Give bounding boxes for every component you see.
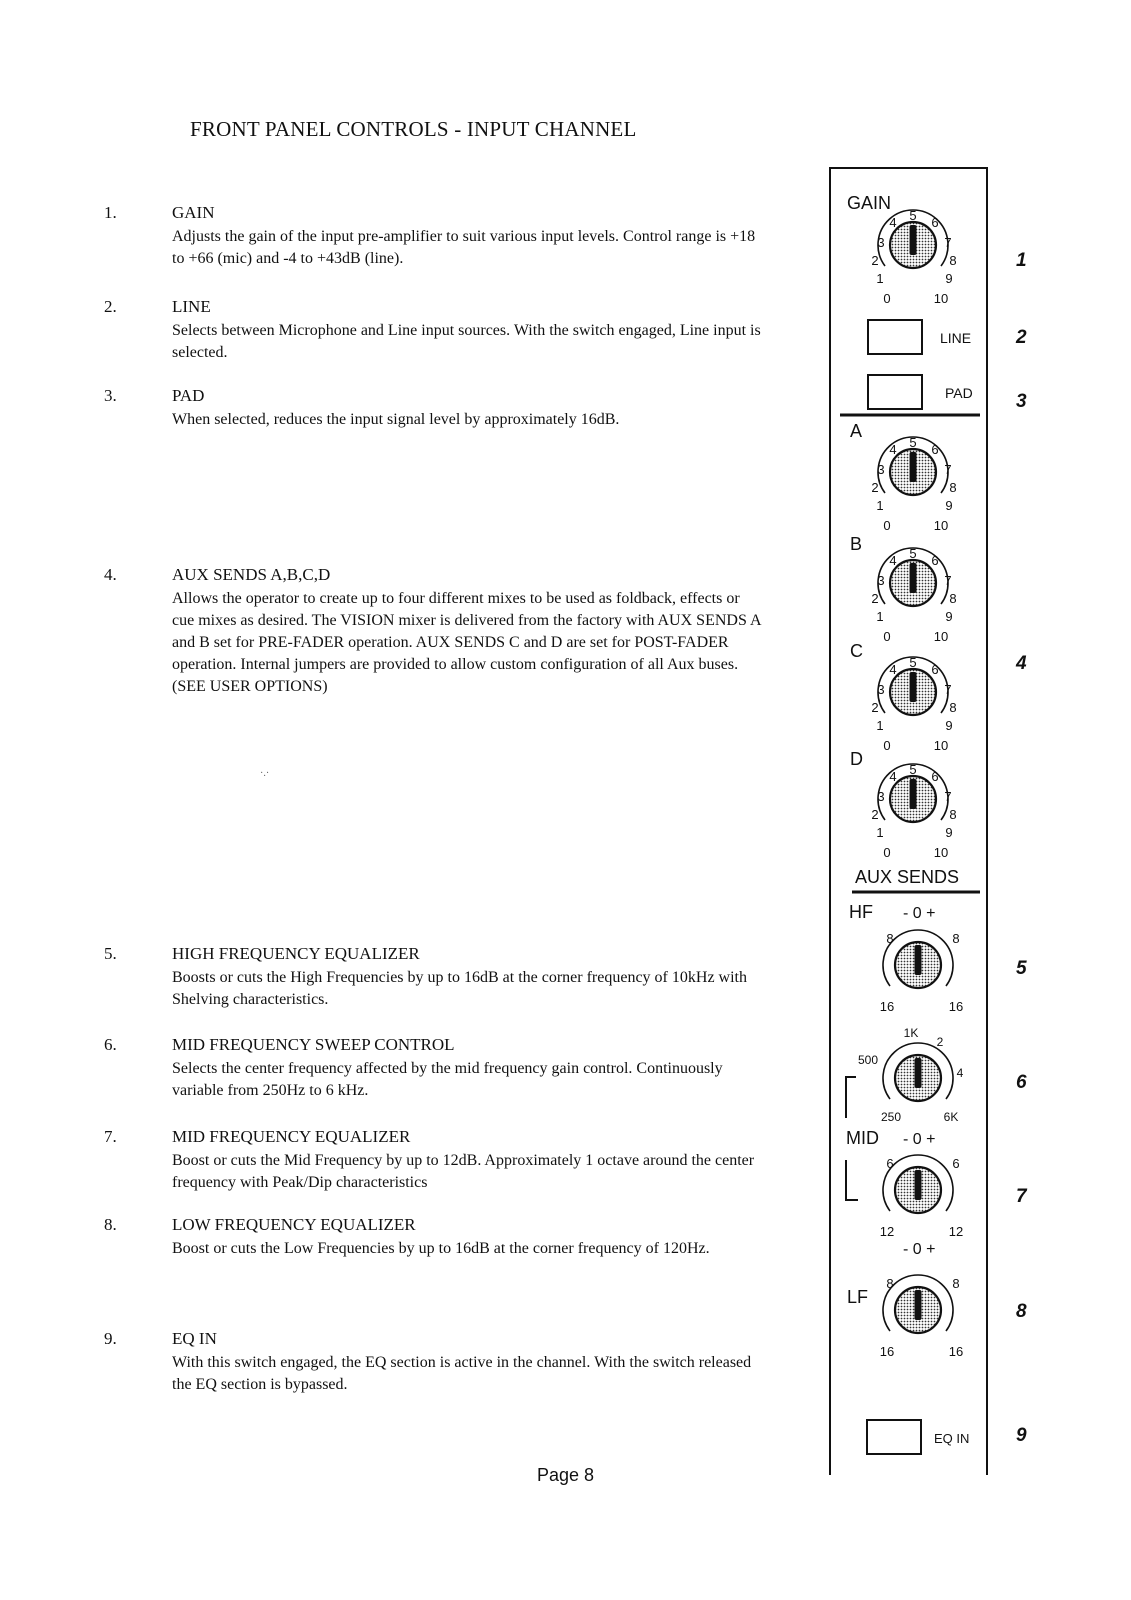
aux-sends-label: AUX SENDS [855,867,960,887]
scale-label: 3 [877,235,885,250]
scale-label: 16 [879,1344,895,1359]
scale-label: 8 [949,253,957,268]
scale-label: 16 [948,1344,964,1359]
line-label: LINE [940,330,972,346]
item-description: Boost or cuts the Mid Frequency by up to 12dB. Approximately 1 octave around the center frequency with Peak/Dip characteristics [172,1152,755,1191]
item-number: 8. [104,1215,117,1234]
item-heading: AUX SENDS A,B,C,D [172,565,331,584]
item-heading: HIGH FREQUENCY EQUALIZER [172,944,420,963]
scale-label: 10 [933,629,949,644]
scale-label: 9 [945,498,953,513]
scale-label: 5 [909,208,917,223]
mid-zero-scale: - 0 + [903,1131,936,1148]
scale-label: 6 [931,442,939,457]
scale-label: 5 [909,762,917,777]
item-number: 5. [104,944,117,963]
scale-label: 8 [949,807,957,822]
scale-label: 9 [945,609,953,624]
scale-label: 1K [903,1026,919,1040]
knob-pointer [910,563,917,593]
scale-label: 1 [876,271,884,286]
callout-9: 9 [1016,1425,1027,1446]
aux-a-label: A [850,421,863,441]
scale-label: 2 [871,807,879,822]
scale-label: 5 [909,655,917,670]
item-description: Selects the center frequency affected by the mid frequency gain control. Continuously variable from 250Hz to 6 kHz. [172,1060,723,1099]
scale-label: 5 [909,546,917,561]
knob-pointer [910,452,917,482]
aux-d-label: D [850,749,863,769]
hf-zero-scale: - 0 + [903,905,936,922]
scale-label: 8 [949,480,957,495]
mid-label: MID [846,1128,879,1148]
item-description: Boost or cuts the Low Frequencies by up to 16dB at the corner frequency of 120Hz. [172,1240,710,1257]
line-switch[interactable] [868,320,922,354]
scale-label: 0 [883,629,891,644]
scale-label: 3 [877,462,885,477]
scale-label: 10 [933,291,949,306]
scale-label: 16 [879,999,895,1014]
item-number: 1. [104,203,117,222]
aux-b-knob[interactable] [871,546,956,644]
lf-eq-knob[interactable] [880,1275,963,1359]
knob-pointer [915,1058,922,1088]
scale-label: 1 [876,825,884,840]
scale-label: 9 [945,825,953,840]
scale-label: 250 [880,1110,902,1124]
scale-label: 12 [879,1224,895,1239]
scale-label: 6 [952,1156,960,1171]
aux-b-label: B [850,534,863,554]
item-heading: EQ IN [172,1329,217,1348]
item-number: 6. [104,1035,117,1054]
knob-pointer [910,779,917,809]
scale-label: 8 [949,700,957,715]
scale-label: 6 [931,553,939,568]
scale-label: 4 [956,1066,964,1080]
scale-label: 10 [933,738,949,753]
item-heading: LOW FREQUENCY EQUALIZER [172,1215,416,1234]
scale-label: 2 [936,1035,944,1049]
scale-label: 8 [952,931,960,946]
scale-label: 0 [883,738,891,753]
callout-8: 8 [1016,1301,1027,1322]
item-number: 3. [104,386,117,405]
callout-2: 2 [1016,327,1027,348]
scale-label: 6 [931,215,939,230]
scale-label: 4 [889,215,897,230]
knob-pointer [915,1170,922,1200]
scale-label: 2 [871,253,879,268]
scale-label: 8 [952,1276,960,1291]
mid-eq-knob[interactable] [880,1155,963,1239]
scale-label: 7 [944,573,952,588]
item-heading: MID FREQUENCY SWEEP CONTROL [172,1035,455,1054]
scale-label: 7 [944,682,952,697]
aux-a-knob[interactable] [871,435,956,533]
item-number: 7. [104,1127,117,1146]
scale-label: 5 [909,435,917,450]
scale-label: 1 [876,498,884,513]
pad-switch[interactable] [868,375,922,409]
knob-pointer [915,945,922,975]
scale-label: 6 [931,662,939,677]
item-heading: LINE [172,297,211,316]
item-number: 4. [104,565,117,584]
knob-pointer [910,672,917,702]
lf-label: LF [847,1287,869,1307]
scale-label: 6 [886,1156,894,1171]
item-description: Boosts or cuts the High Frequencies by up to 16dB at the corner frequency of 10kHz with Shelving characteristics. [172,969,747,1008]
aux-d-knob[interactable] [871,762,956,860]
pad-label: PAD [945,385,973,401]
mid-sweep-knob[interactable] [858,1026,964,1124]
callout-3: 3 [1016,391,1027,412]
scale-label: 4 [889,553,897,568]
scan-artifact: ·.· [260,768,270,779]
item-heading: MID FREQUENCY EQUALIZER [172,1127,411,1146]
item-description: Allows the operator to create up to four different mixes to be used as foldback, effects or cue mixes as desired. The VISION mixer is delivered from the factory with AUX SENDS A and B set for PRE-FADER operation. AUX SENDS C and D are set for POST-FADER operation. Internal jumpers are provided to allow custom configuration of all Aux buses.(SEE USER OPTIONS) [172,590,761,695]
eq-in-label: EQ IN [934,1431,970,1446]
scale-label: 10 [933,845,949,860]
scale-label: 0 [883,291,891,306]
item-heading: PAD [172,386,205,405]
callout-5: 5 [1016,958,1027,979]
scale-label: 8 [886,931,894,946]
scale-label: 8 [886,1276,894,1291]
hf-label: HF [849,902,873,922]
scale-label: 3 [877,789,885,804]
scale-label: 7 [944,462,952,477]
scale-label: 1 [876,609,884,624]
scale-label: 3 [877,682,885,697]
aux-c-label: C [850,641,863,661]
callout-7: 7 [1016,1186,1027,1207]
scale-label: 12 [948,1224,964,1239]
bracket [846,1160,858,1200]
scale-label: 6 [931,769,939,784]
item-description: Adjusts the gain of the input pre-amplifier to suit various input levels. Control range is +18 to +66 (mic) and -4 to +43dB (line). [172,228,756,267]
knob-pointer [915,1290,922,1320]
hf-eq-knob[interactable] [880,930,963,1014]
lf-zero-scale: - 0 + [903,1241,936,1258]
scale-label: 7 [944,789,952,804]
callout-6: 6 [1016,1072,1027,1093]
scale-label: 4 [889,769,897,784]
scale-label: 1 [876,718,884,733]
item-description: When selected, reduces the input signal level by approximately 16dB. [172,411,620,428]
scale-label: 4 [889,662,897,677]
scale-label: 2 [871,480,879,495]
scale-label: 9 [945,718,953,733]
callout-4: 4 [1016,653,1027,674]
item-description: Selects between Microphone and Line input sources. With the switch engaged, Line input is selected. [172,322,761,361]
scale-label: 500 [857,1053,879,1067]
scale-label: 2 [871,591,879,606]
scale-label: 3 [877,573,885,588]
scale-label: 0 [883,845,891,860]
item-number: 9. [104,1329,117,1348]
gain-knob[interactable] [871,208,956,306]
knob-pointer [910,225,917,255]
item-heading: GAIN [172,203,215,222]
scale-label: 2 [871,700,879,715]
scale-label: 8 [949,591,957,606]
scale-label: 10 [933,518,949,533]
scale-label: 9 [945,271,953,286]
scale-label: 0 [883,518,891,533]
item-description: With this switch engaged, the EQ section is active in the channel. With the switch released the EQ section is bypassed. [172,1354,752,1393]
callout-1: 1 [1016,250,1027,271]
gain-label: GAIN [847,193,892,213]
page-number: Page 8 [537,1465,595,1485]
bracket [846,1077,856,1118]
page-title: FRONT PANEL CONTROLS - INPUT CHANNEL [190,117,637,141]
scale-label: 16 [948,999,964,1014]
scale-label: 7 [944,235,952,250]
item-number: 2. [104,297,117,316]
eq-in-switch[interactable] [867,1420,921,1454]
scale-label: 4 [889,442,897,457]
aux-c-knob[interactable] [871,655,956,753]
scale-label: 6K [943,1110,959,1124]
